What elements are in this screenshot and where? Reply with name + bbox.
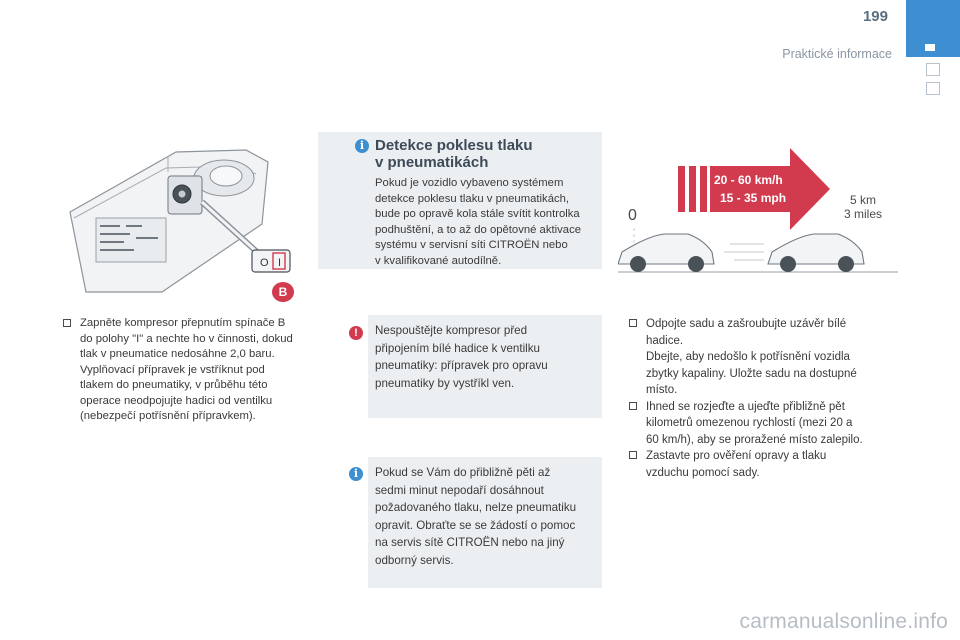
chapter-tab-marker <box>925 44 935 51</box>
side-index-box <box>926 63 940 76</box>
side-index-box <box>926 82 940 95</box>
text-line: požadovaného tlaku, nelze pneumatiku <box>375 501 577 514</box>
panel-title <box>375 137 590 171</box>
text-line: zbytky kapaliny. Uložte sadu na dostupné <box>646 367 857 380</box>
distance-km-label: 5 km <box>850 193 877 207</box>
text-line: bude po opravě kola stále svítit kontrolka <box>375 208 580 220</box>
compressor-drawing <box>56 132 306 304</box>
text-line: detekce poklesu tlaku v pneumatikách, <box>375 192 570 205</box>
text-line: Zastavte pro ověření opravy a tlaku <box>646 450 827 462</box>
switch-label-i: I <box>278 257 282 269</box>
text-line: podhuštění, a to až do opětovné aktivace <box>375 223 582 236</box>
text-line: vzduchu pomocí sady. <box>646 466 760 479</box>
text-line: pneumatiky by vystříkl ven. <box>375 376 515 390</box>
text-line: kilometrů omezenou rychlostí (mezi 20 a <box>646 417 853 429</box>
text-line: místo. <box>646 384 678 396</box>
text-line: připojením bílé hadice k ventilku <box>375 341 540 355</box>
text-line: (nebezpečí potřísnění přípravkem). <box>80 410 256 422</box>
info-icon: i <box>355 139 369 153</box>
callout-b: B <box>272 282 294 302</box>
page-number: 199 <box>862 8 888 25</box>
text-line: systému v servisní síti CITROËN nebo <box>375 239 568 251</box>
text-line: pneumatiky: přípravek pro opravu <box>375 359 548 372</box>
panel-title-line: v pneumatikách <box>375 154 489 171</box>
left-instruction <box>62 316 327 425</box>
text-line: tlakem do pneumatiky, v průběhu této <box>80 379 268 391</box>
text-line: Nespouštějte kompresor před <box>375 324 528 337</box>
text-line: operace neodpojujte hadici od ventilku <box>80 394 273 407</box>
text-line: opravit. Obraťte se se žádostí o pomoc <box>375 518 576 532</box>
bullet-disconnect-kit <box>628 316 898 399</box>
info-panel-2-text <box>375 464 597 569</box>
text-line: Zapněte kompresor přepnutím spínače B <box>80 317 286 329</box>
text-line: 60 km/h), aby se proražené místo zalepilo. <box>646 433 863 446</box>
bullet-switch-on <box>62 316 327 425</box>
text-line: odborný servis. <box>375 553 454 567</box>
right-instructions <box>628 316 898 481</box>
compressor-illustration <box>56 132 306 304</box>
text-line: na servis sítě CITROËN nebo na jiný <box>375 536 565 549</box>
bullet-drive <box>628 399 898 449</box>
text-line: Dbejte, aby nedošlo k potřísnění vozidla <box>646 351 850 363</box>
section-title: Praktické informace <box>782 47 892 61</box>
text-line: Ihned se rozjeďte a ujeďte přibližně pět <box>646 400 845 413</box>
panel-title-line: Detekce poklesu tlaku <box>375 137 533 154</box>
info-icon: i <box>349 467 363 481</box>
warning-panel-text <box>375 322 597 392</box>
text-line: do polohy "I" a nechte ho v činnosti, dokud <box>80 332 293 345</box>
text-line: Pokud se Vám do přibližně pěti až <box>375 466 551 479</box>
text-line: sedmi minut nepodaří dosáhnout <box>375 483 544 497</box>
distance-miles-label: 3 miles <box>844 207 883 221</box>
text-line: hadice. <box>646 334 684 347</box>
speed-mph-label: 15 - 35 mph <box>720 191 787 205</box>
chapter-tab <box>906 0 960 57</box>
speed-drawing <box>618 140 898 290</box>
speed-kmh-label: 20 - 60 km/h <box>714 173 783 187</box>
start-label: 0 <box>628 207 637 224</box>
warning-icon: ! <box>349 326 363 340</box>
text-line: Pokud je vozidlo vybaveno systémem <box>375 177 564 189</box>
text-line: Odpojte sadu a zašroubujte uzávěr bílé <box>646 318 847 330</box>
info-panel-text <box>375 176 597 269</box>
text-line: tlak v pneumatice nedosáhne 2,0 baru. <box>80 348 275 360</box>
switch-label-o: O <box>260 257 269 269</box>
bullet-stop-check <box>628 448 898 481</box>
watermark: carmanualsonline.info <box>739 610 948 633</box>
text-line: Vyplňovací přípravek je vstříknut pod <box>80 363 265 376</box>
text-line: v kvalifikované autodílně. <box>375 254 502 267</box>
speed-illustration <box>618 140 898 290</box>
